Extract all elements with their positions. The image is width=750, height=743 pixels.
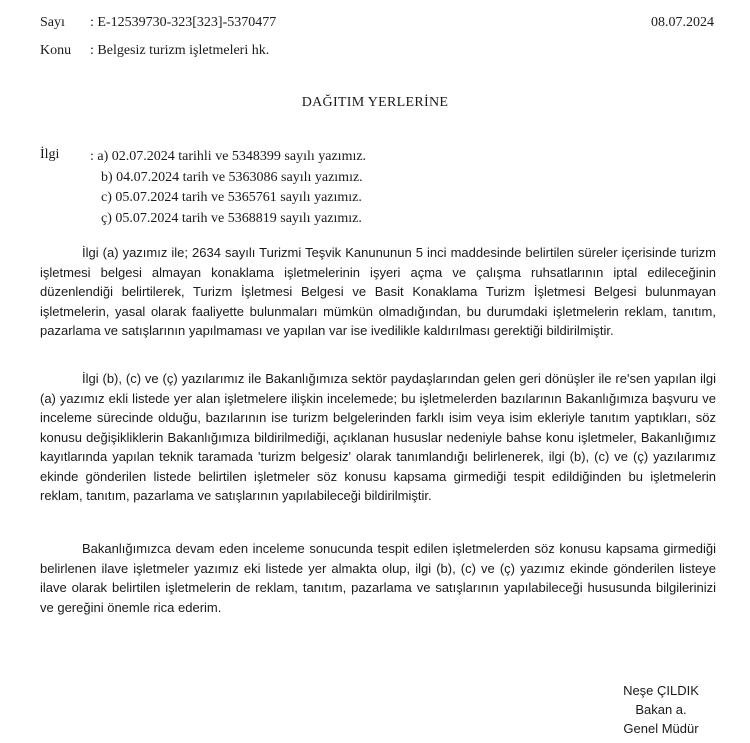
body-paragraph-1: İlgi (a) yazımız ile; 2634 sayılı Turizmi Teşvik Kanununun 5 inci maddesinde belirtilen süreler içerisinde turizm işletmesi belgesi almayan konaklama işletmelerinin işyeri açma ve çalışma ruhsatlarının iptal edileceğinin düzenlendiği belirtilerek, Turizm İşletmesi Belgesi ve Basit Konaklama Turizm İşletmesi Belgesi bulunmayan işletmelerin, yasal olarak faaliyette bulunmaları mümkün olmadığından, bu durumdaki işletmelerin reklam, tanıtım, pazarlama ve satışlarının yapılmaması ve yapılan var ise ivedilikle kaldırılması gerektiği bildirilmiştir. bbox=[40, 245, 716, 338]
konu-label: Konu bbox=[40, 43, 72, 58]
reference-item: ç) 05.07.2024 tarih ve 5368819 sayılı yazımız. bbox=[101, 210, 362, 226]
references-label: İlgi bbox=[40, 147, 60, 162]
signatory-on-behalf: Bakan a. bbox=[635, 702, 687, 717]
reference-item: b) 04.07.2024 tarih ve 5363086 sayılı yazımız. bbox=[101, 169, 363, 185]
document-title: DAĞITIM YERLERİNE bbox=[301, 95, 449, 110]
sayi-label: Sayı bbox=[40, 15, 65, 30]
signatory-title: Genel Müdür bbox=[623, 721, 699, 736]
reference-item: : a) 02.07.2024 tarihli ve 5348399 sayılı yazımız. bbox=[90, 149, 367, 164]
references-list bbox=[90, 147, 366, 229]
body-paragraph-2: İlgi (b), (c) ve (ç) yazılarımız ile Bakanlığımıza sektör paydaşlarından gelen geri dönüşler ile re'sen yapılan ilgi (a) yazımız ekli listede yer alan işletmelere ilişkin incelemede; bu işletmelerden bazılarının Bakanlığımıza başvuru ve inceleme sürecinde olduğu, bazılarının ise turizm belgelerinden farklı isim veya isim ekleriyle tanıtım yaptıkları, söz konusu değişikliklerin Bakanlığımıza bildirilmediği, açıklanan hususlar nedeniyle bahse konu işletmeler, Bakanlığımız kayıtlarında yapılan teknik taramada 'turizm belgesiz' olarak tanımlandığı belirlenerek, ilgi (b), (c) ve (ç) yazılarımız ekinde gönderilen listede belirtilen işletmeler söz konusu kapsama girmediği tespit edildiğinden bu işletmelerin reklam, tanıtım, pazarlama ve satışlarının yapılabileceği bildirilmiştir. bbox=[40, 371, 716, 503]
sayi-value: : E-12539730-323[323]-5370477 bbox=[90, 15, 277, 30]
reference-item: c) 05.07.2024 tarih ve 5365761 sayılı yazımız. bbox=[101, 190, 362, 205]
signature-block bbox=[606, 681, 716, 738]
document-date: 08.07.2024 bbox=[651, 15, 714, 30]
signatory-name: Neşe ÇILDIK bbox=[623, 683, 699, 698]
konu-value: : Belgesiz turizm işletmeleri hk. bbox=[90, 43, 270, 58]
body-paragraph-3: Bakanlığımızca devam eden inceleme sonucunda tespit edilen işletmelerden söz konusu kapsama girmediği belirlenen ilave işletmeler yazımız eki listede yer almakta olup, ilgi (b), (c) ve (ç) yazımız ekinde gönderilen listeye ilave olarak belirtilen işletmelerin de reklam, tanıtım, pazarlama ve satışlarının yapılabileceği hususunda bilgilerinizi ve gereğini önemle rica ederim. bbox=[40, 541, 716, 615]
